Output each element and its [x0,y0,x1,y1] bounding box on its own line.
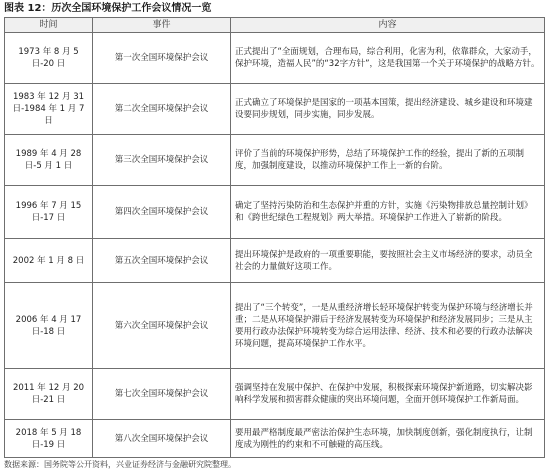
cell-content: 正式确立了环境保护是国家的一项基本国策，提出经济建设、城乡建设和环境建设要同步规划，同步实施，同步发展。 [231,84,545,135]
cell-time: 1983 年 12 月 31 日-1984 年 1 月 7 日 [5,84,93,135]
cell-time: 2002 年 1 月 8 日 [5,239,93,283]
cell-content: 提出了“三个转变”，一是从重经济增长轻环境保护转变为保护环境与经济增长并重；二是从环境保护滞后于经济发展转变为环境保护和经济发展同步；三是从主要用行政办法保护环境转变为综合运用法律、经济、技术和必要的行政办法解决环境问题，提高环境保护工作水平。 [231,283,545,369]
cell-content: 正式提出了“全面规划，合理布局，综合利用，化害为利，依靠群众，大家动手，保护环境，造福人民”的“32字方针”，这是我国第一个关于环境保护的战略方针。 [231,33,545,84]
source-note: 数据来源：国务院等公开资料，兴业证券经济与金融研究院整理。 [4,460,236,469]
table-header-row [5,18,545,33]
cell-event: 第四次全国环境保护会议 [93,186,231,239]
table-row [5,283,545,369]
table-row [5,135,545,186]
cell-event: 第二次全国环境保护会议 [93,84,231,135]
cell-event: 第七次全国环境保护会议 [93,369,231,420]
cell-time: 2006 年 4 月 17 日-18 日 [5,283,93,369]
cell-time: 2018 年 5 月 18 日-19 日 [5,420,93,458]
table-row [5,84,545,135]
cell-event: 第五次全国环境保护会议 [93,239,231,283]
cell-time: 1989 年 4 月 28 日-5 月 1 日 [5,135,93,186]
cell-time: 1973 年 8 月 5 日-20 日 [5,33,93,84]
cell-time: 1996 年 7 月 15 日-17 日 [5,186,93,239]
header-time: 时间 [5,18,93,33]
cell-event: 第一次全国环境保护会议 [93,33,231,84]
header-event: 事件 [93,18,231,33]
cell-content: 确定了坚持污染防治和生态保护并重的方针，实施《污染物排放总量控制计划》和《跨世纪绿色工程规划》两大举措。环境保护工作进入了崭新的阶段。 [231,186,545,239]
table-row [5,420,545,458]
table-row [5,186,545,239]
table-row [5,33,545,84]
cell-content: 提出环境保护是政府的一项重要职能，要按照社会主义市场经济的要求，动员全社会的力量做好这项工作。 [231,239,545,283]
header-content: 内容 [231,18,545,33]
table-row [5,239,545,283]
cell-time: 2011 年 12 月 20 日-21 日 [5,369,93,420]
figure-title: 图表 12：历次全国环境保护工作会议情况一览 [4,3,212,14]
cell-content: 评价了当前的环境保护形势，总结了环境保护工作的经验，提出了新的五项制度，加强制度建设，以推动环境保护工作上一新的台阶。 [231,135,545,186]
cell-event: 第六次全国环境保护会议 [93,283,231,369]
cell-content: 强调坚持在发展中保护、在保护中发展，积极探索环境保护新道路，切实解决影响科学发展和损害群众健康的突出环境问题，全面开创环境保护工作新局面。 [231,369,545,420]
cell-event: 第三次全国环境保护会议 [93,135,231,186]
cell-content: 要用最严格制度最严密法治保护生态环境，加快制度创新，强化制度执行，让制度成为刚性的约束和不可触碰的高压线。 [231,420,545,458]
table-row [5,369,545,420]
meetings-table [4,17,545,458]
cell-event: 第八次全国环境保护会议 [93,420,231,458]
